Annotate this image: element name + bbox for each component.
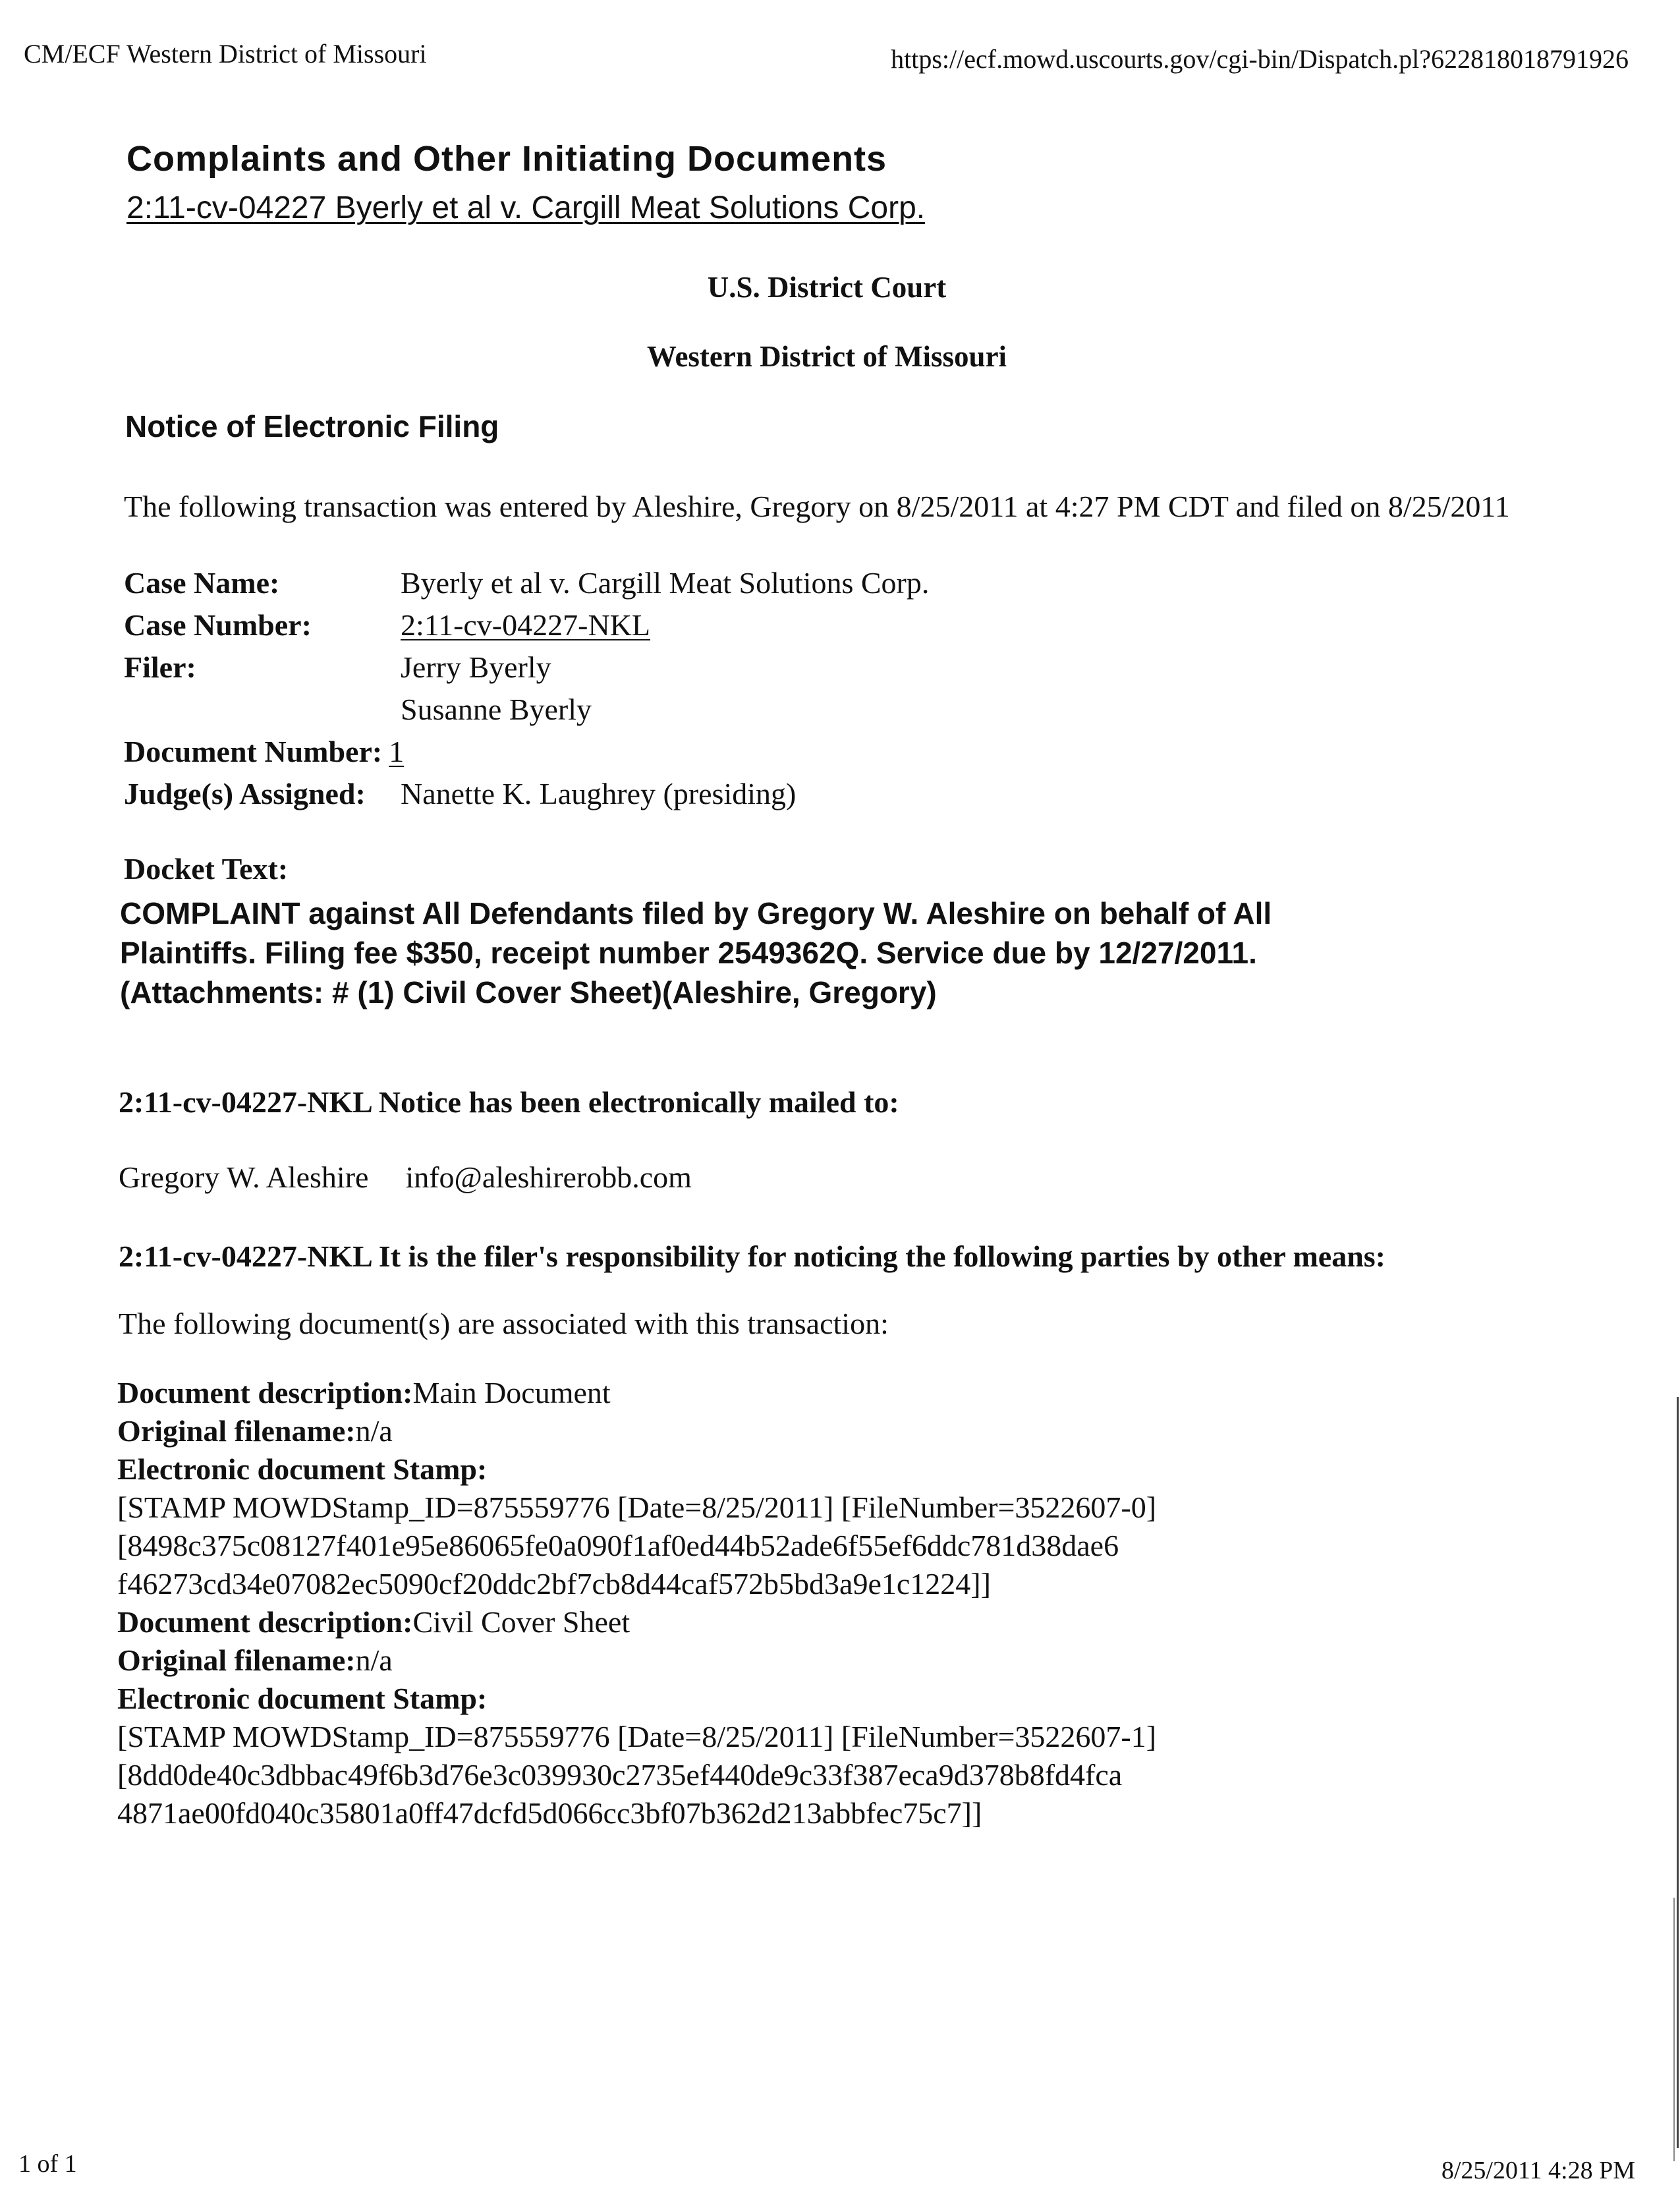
doc-desc-label: Document description: [117, 1376, 413, 1409]
document-description-row [117, 1603, 1156, 1641]
stamp-label: Electronic document Stamp: [117, 1682, 488, 1715]
associated-documents [117, 1374, 1156, 1832]
filename-label: Original filename: [117, 1414, 356, 1448]
filer-name: Jerry Byerly [401, 650, 551, 684]
header-url: https://ecf.mowd.uscourts.gov/cgi-bin/Dispatch.pl?622818018791926 [891, 44, 1629, 74]
header-system-name: CM/ECF Western District of Missouri [24, 39, 427, 69]
case-name-label: Case Name: [124, 566, 280, 600]
filer-row-2 [124, 692, 592, 727]
docket-line: (Attachments: # (1) Civil Cover Sheet)(Aleshire, Gregory) [120, 975, 937, 1009]
doc-desc-value: Civil Cover Sheet [412, 1605, 630, 1639]
docket-line: Plaintiffs. Filing fee $350, receipt number 2549362Q. Service due by 12/27/2011. [120, 936, 1257, 970]
docket-line: COMPLAINT against All Defendants filed by Gregory W. Aleshire on behalf of All [120, 896, 1272, 930]
transaction-intro: The following transaction was entered by Aleshire, Gregory on 8/25/2011 at 4:27 PM CDT and filed on 8/25/2011 [124, 490, 1510, 523]
stamp-label: Electronic document Stamp: [117, 1452, 488, 1486]
document-description-row [117, 1374, 1156, 1412]
filer-row [124, 650, 551, 685]
judge-row [124, 776, 796, 811]
filename-value: n/a [355, 1414, 393, 1448]
original-filename-row [117, 1641, 1156, 1680]
emailed-heading: 2:11-cv-04227-NKL Notice has been electronically mailed to: [119, 1085, 899, 1119]
doc-desc-label: Document description: [117, 1605, 413, 1639]
notice-title: Notice of Electronic Filing [125, 409, 499, 443]
stamp-line: f46273cd34e07082ec5090cf20ddc2bf7cb8d44caf572b5bd3a9e1c1224]] [117, 1567, 991, 1601]
court-name: U.S. District Court [707, 271, 947, 304]
docket-text-label: Docket Text: [124, 852, 289, 886]
scan-edge-line [1677, 1397, 1679, 2148]
case-name-value: Byerly et al v. Cargill Meat Solutions Corp. [401, 566, 930, 600]
document-number-link[interactable]: 1 [389, 735, 405, 768]
case-title-link[interactable]: 2:11-cv-04227 Byerly et al v. Cargill Meat Solutions Corp. [126, 190, 926, 225]
associated-documents-intro: The following document(s) are associated with this transaction: [119, 1307, 889, 1340]
original-filename-row [117, 1412, 1156, 1450]
stamp-line: [8dd0de40c3dbbac49f6b3d76e3c039930c2735ef440de9c33f387eca9d378b8fd4fca [117, 1758, 1123, 1792]
filer-label: Filer: [124, 650, 196, 684]
case-number-link[interactable]: 2:11-cv-04227-NKL [401, 608, 650, 642]
doc-desc-value: Main Document [412, 1376, 611, 1409]
page-title: Complaints and Other Initiating Documents [126, 139, 887, 179]
stamp-line: 4871ae00fd040c35801a0ff47dcfd5d066cc3bf07b362d213abbfec75c7]] [117, 1796, 982, 1830]
filename-label: Original filename: [117, 1643, 356, 1677]
stamp-line: [STAMP MOWDStamp_ID=875559776 [Date=8/25/2011] [FileNumber=3522607-1] [117, 1720, 1157, 1753]
document-number-label: Document Number: [124, 735, 383, 768]
judge-value: Nanette K. Laughrey (presiding) [401, 777, 797, 810]
docket-text [120, 894, 1569, 1012]
judge-label: Judge(s) Assigned: [124, 777, 366, 810]
print-timestamp: 8/25/2011 4:28 PM [1441, 2157, 1635, 2184]
other-means-heading: 2:11-cv-04227-NKL It is the filer's responsibility for noticing the following parties by other means: [119, 1239, 1386, 1273]
recipient-email: info@aleshirerobb.com [405, 1160, 692, 1194]
case-number-row [124, 608, 650, 642]
recipient-name: Gregory W. Aleshire [119, 1160, 369, 1194]
document-number-row [124, 734, 404, 769]
recipient-row [119, 1160, 692, 1195]
court-district: Western District of Missouri [646, 340, 1007, 373]
stamp-line: [8498c375c08127f401e95e86065fe0a090f1af0ed44b52ade6f55ef6ddc781d38dae6 [117, 1529, 1119, 1562]
filer-name: Susanne Byerly [401, 693, 592, 726]
stamp-line: [STAMP MOWDStamp_ID=875559776 [Date=8/25/2011] [FileNumber=3522607-0] [117, 1490, 1157, 1524]
page-count: 1 of 1 [18, 2150, 77, 2178]
case-name-row [124, 565, 929, 600]
scan-edge-line [1673, 1898, 1675, 2161]
filename-value: n/a [355, 1643, 393, 1677]
case-number-label: Case Number: [124, 608, 312, 642]
